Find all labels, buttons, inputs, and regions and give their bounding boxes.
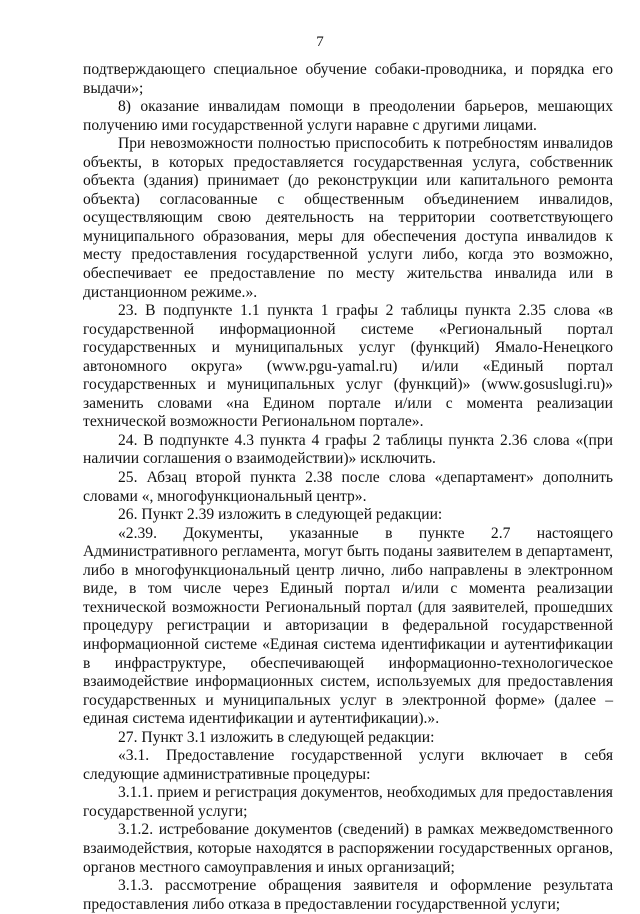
paragraph-7: 26. Пункт 2.39 изложить в следующей редакции: [118, 506, 443, 524]
paragraph-11: 3.1.1. прием и регистрация документов, необходимых для предоставления государственной услуги; [83, 784, 613, 820]
page-number: 7 [316, 34, 324, 50]
paragraph-6: 25. Абзац второй пункта 2.38 после слова «департамент» дополнить словами «, многофункциональный центр». [83, 469, 613, 505]
paragraph-2: 8) оказание инвалидам помощи в преодолении барьеров, мешающих получению ими государственной услуги наравне с другими лицами. [83, 98, 613, 134]
paragraph-10: «3.1. Предоставление государственной услуги включает в себя следующие административные процедуры: [83, 747, 613, 783]
paragraph-9: 27. Пункт 3.1 изложить в следующей редакции: [118, 728, 435, 746]
paragraph-12: 3.1.2. истребование документов (сведений) в рамках межведомственного взаимодействия, которые находятся в распоряжении государственных органов, органов местного самоуправления и иных организаций; [83, 821, 613, 876]
paragraph-8: «2.39. Документы, указанные в пункте 2.7 настоящего Административного регламента, могут быть поданы заявителем в департамент, либо в многофункциональный центр лично, либо направлены в электронном виде, в том числе через Единый портал и/или с момента реализации технической возможности Региональный портал (для заявителей, прошедших процедуру регистрации и авторизации в федеральной государственной информационной системе «Единая система идентификации и аутентификации в инфраструктуре, обеспечивающей информационно-технологическое взаимодействие информационных систем, используемых для предоставления государственных и муниципальных услуг в электронной форме» (далее – единая система идентификации и аутентификации).». [83, 524, 613, 728]
paragraph-13: 3.1.3. рассмотрение обращения заявителя и оформление результата предоставления либо отказа в предоставлении государственной услуги; [83, 877, 613, 913]
document-body [83, 61, 613, 914]
paragraph-4: 23. В подпункте 1.1 пункта 1 графы 2 таблицы пункта 2.35 слова «в государственной информационной системе «Региональный портал государственных и муниципальных услуг (функций) Ямало-Ненецкого автономного округа» (www.pgu-yamal.ru) и/или «Единый портал государственных и муниципальных услуг (функций)» (www.gosuslugi.ru)» заменить словами «на Едином портале и/или с момента реализации технической возможности Региональном портале». [83, 302, 613, 431]
paragraph-3: При невозможности полностью приспособить к потребностям инвалидов объекты, в которых предоставляется государственная услуга, собственник объекта (здания) принимает (до реконструкции или капитального ремонта объекта) согласованные с общественным объединением инвалидов, осуществляющим свою деятельность на территории соответствующего муниципального образования, меры для обеспечения доступа инвалидов к месту предоставления государственной услуги либо, когда это возможно, обеспечивает ее предоставление по месту жительства инвалида или в дистанционном режиме.». [83, 135, 613, 301]
paragraph-5: 24. В подпункте 4.3 пункта 4 графы 2 таблицы пункта 2.36 слова «(при наличии соглашения о взаимодействии)» исключить. [83, 431, 613, 468]
paragraph-1: подтверждающего специальное обучение собаки-проводника, и порядка его выдачи»; [83, 61, 613, 97]
